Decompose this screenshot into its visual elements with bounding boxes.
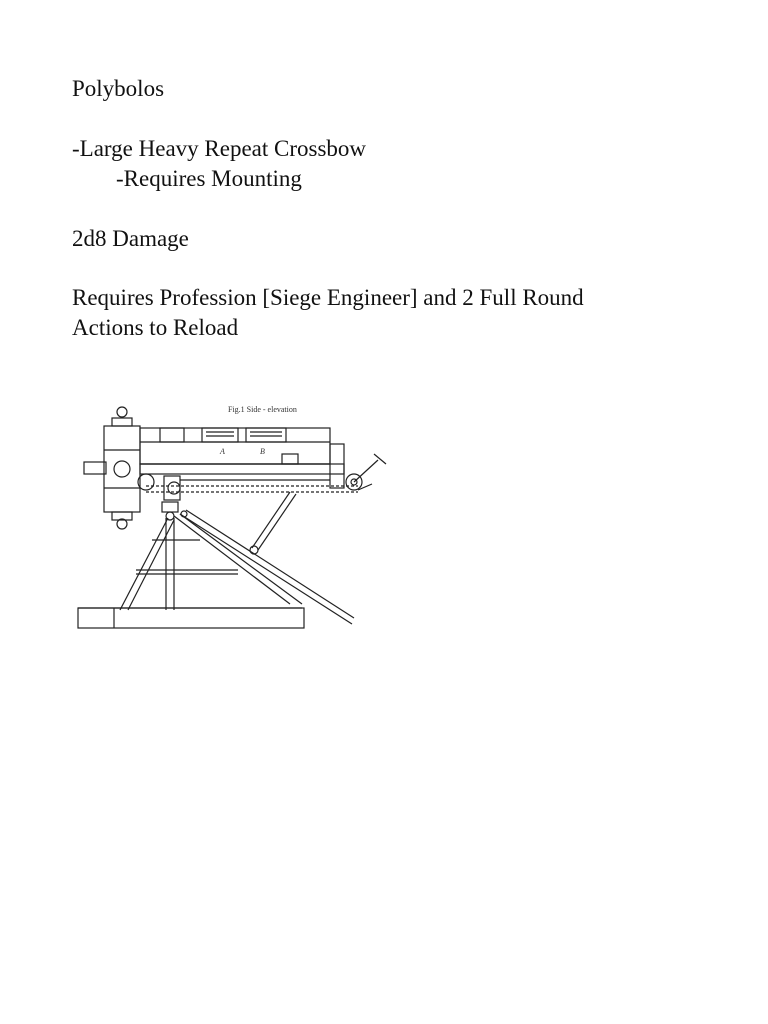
weapon-title: Polybolos [72, 76, 165, 101]
slider-and-chain [138, 464, 358, 500]
front-winch-assembly [84, 407, 140, 529]
reload-requirement-line-2: Actions to Reload [72, 315, 239, 340]
mount-pivot [162, 502, 187, 520]
rear-crank-handle [346, 454, 386, 490]
mounting-requirement-line: -Requires Mounting [116, 166, 302, 191]
damage-line: 2d8 Damage [72, 226, 189, 251]
part-label-a: A [220, 447, 225, 456]
part-label-b: B [260, 447, 265, 456]
figure-caption: Fig.1 Side - elevation [228, 405, 297, 414]
reload-requirement-line-1: Requires Profession [Siege Engineer] and 2 Full Round [72, 285, 584, 310]
polybolos-side-elevation-figure [76, 398, 396, 634]
weapon-type-line: -Large Heavy Repeat Crossbow [72, 136, 367, 161]
stock-and-magazine [140, 428, 344, 488]
